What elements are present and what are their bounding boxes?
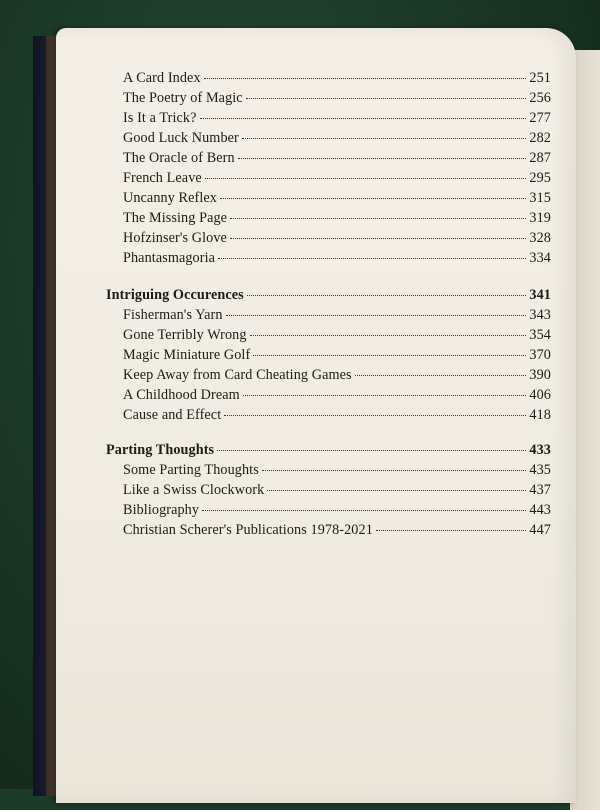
toc-entry-page: 334 (529, 250, 551, 266)
toc-entry-title: The Poetry of Magic (123, 90, 243, 106)
dot-leader (218, 257, 526, 259)
toc-entry (106, 502, 551, 522)
toc-entry-page: 354 (529, 327, 551, 343)
toc-entry-page: 390 (529, 367, 551, 383)
toc-entry-page: 287 (529, 150, 551, 166)
toc-entry-page: 418 (529, 407, 551, 423)
dot-leader (238, 157, 527, 159)
toc-entry-page: 315 (529, 190, 551, 206)
toc-entry-title: Christian Scherer's Publications 1978-2021 (123, 522, 373, 538)
dot-leader (355, 374, 527, 376)
dot-leader (250, 334, 527, 336)
toc-entry-title: The Missing Page (123, 210, 228, 226)
toc-entry-title: Good Luck Number (123, 130, 239, 146)
toc-entry-title: Like a Swiss Clockwork (123, 482, 265, 498)
toc-section-page: 433 (529, 442, 551, 458)
table-of-contents (106, 70, 551, 542)
toc-entry (106, 522, 551, 542)
toc-section-title: Parting Thoughts (106, 442, 215, 458)
toc-entry (106, 387, 551, 407)
dot-leader (226, 314, 527, 316)
dot-leader (247, 294, 527, 296)
toc-entry-title: Uncanny Reflex (123, 190, 217, 206)
dot-leader (205, 177, 527, 179)
toc-entry (106, 130, 551, 150)
toc-entry-title: Hofzinser's Glove (123, 230, 227, 246)
toc-entry (106, 230, 551, 250)
dot-leader (242, 137, 527, 139)
toc-entry-page: 256 (529, 90, 551, 106)
toc-entry-title: The Oracle of Bern (123, 150, 235, 166)
toc-entry (106, 210, 551, 230)
toc-entry (106, 327, 551, 347)
toc-entry-page: 328 (529, 230, 551, 246)
toc-entry (106, 110, 551, 130)
toc-entry-title: Keep Away from Card Cheating Games (123, 367, 352, 383)
toc-entry-title: Is It a Trick? (123, 110, 197, 126)
toc-entry (106, 170, 551, 190)
toc-entry-page: 282 (529, 130, 551, 146)
toc-entry-page: 343 (529, 307, 551, 323)
dot-leader (202, 509, 526, 511)
toc-entry (106, 482, 551, 502)
toc-entry-page: 370 (529, 347, 551, 363)
toc-entry-title: A Card Index (123, 70, 201, 86)
toc-section-heading (106, 442, 551, 462)
dot-leader (267, 489, 526, 491)
toc-entry-title: Some Parting Thoughts (123, 462, 259, 478)
dot-leader (262, 469, 527, 471)
toc-entry-title: Gone Terribly Wrong (123, 327, 247, 343)
toc-entry (106, 250, 551, 270)
toc-entry (106, 190, 551, 210)
toc-entry-page: 319 (529, 210, 551, 226)
dot-leader (220, 197, 526, 199)
toc-entry-title: French Leave (123, 170, 202, 186)
toc-entry (106, 150, 551, 170)
toc-entry (106, 70, 551, 90)
toc-section-title: Intriguing Occurences (106, 287, 244, 303)
toc-entry-title: Cause and Effect (123, 407, 222, 423)
dot-leader (204, 77, 527, 79)
toc-entry-title: Fisherman's Yarn (123, 307, 223, 323)
dot-leader (217, 449, 526, 451)
toc-entry-title: Magic Miniature Golf (123, 347, 251, 363)
toc-entry-title: A Childhood Dream (123, 387, 240, 403)
dot-leader (253, 354, 526, 356)
toc-entry (106, 90, 551, 110)
dot-leader (246, 97, 527, 99)
toc-entry-page: 251 (529, 70, 551, 86)
toc-entry-page: 406 (529, 387, 551, 403)
toc-entry-page: 277 (529, 110, 551, 126)
toc-entry (106, 407, 551, 427)
dot-leader (224, 414, 526, 416)
book-page (56, 28, 576, 803)
toc-entry (106, 347, 551, 367)
toc-entry (106, 367, 551, 387)
toc-entry-page: 437 (529, 482, 551, 498)
toc-entry-page: 295 (529, 170, 551, 186)
toc-entry-page: 447 (529, 522, 551, 538)
toc-entry-title: Phantasmagoria (123, 250, 216, 266)
dot-leader (243, 394, 527, 396)
toc-entry (106, 307, 551, 327)
toc-section-page: 341 (529, 287, 551, 303)
toc-entry (106, 462, 551, 482)
toc-section-heading (106, 287, 551, 307)
dot-leader (230, 217, 526, 219)
toc-entry-title: Bibliography (123, 502, 200, 518)
dot-leader (200, 117, 527, 119)
toc-entry-page: 435 (529, 462, 551, 478)
dot-leader (230, 237, 526, 239)
toc-entry-page: 443 (529, 502, 551, 518)
dot-leader (376, 529, 527, 531)
